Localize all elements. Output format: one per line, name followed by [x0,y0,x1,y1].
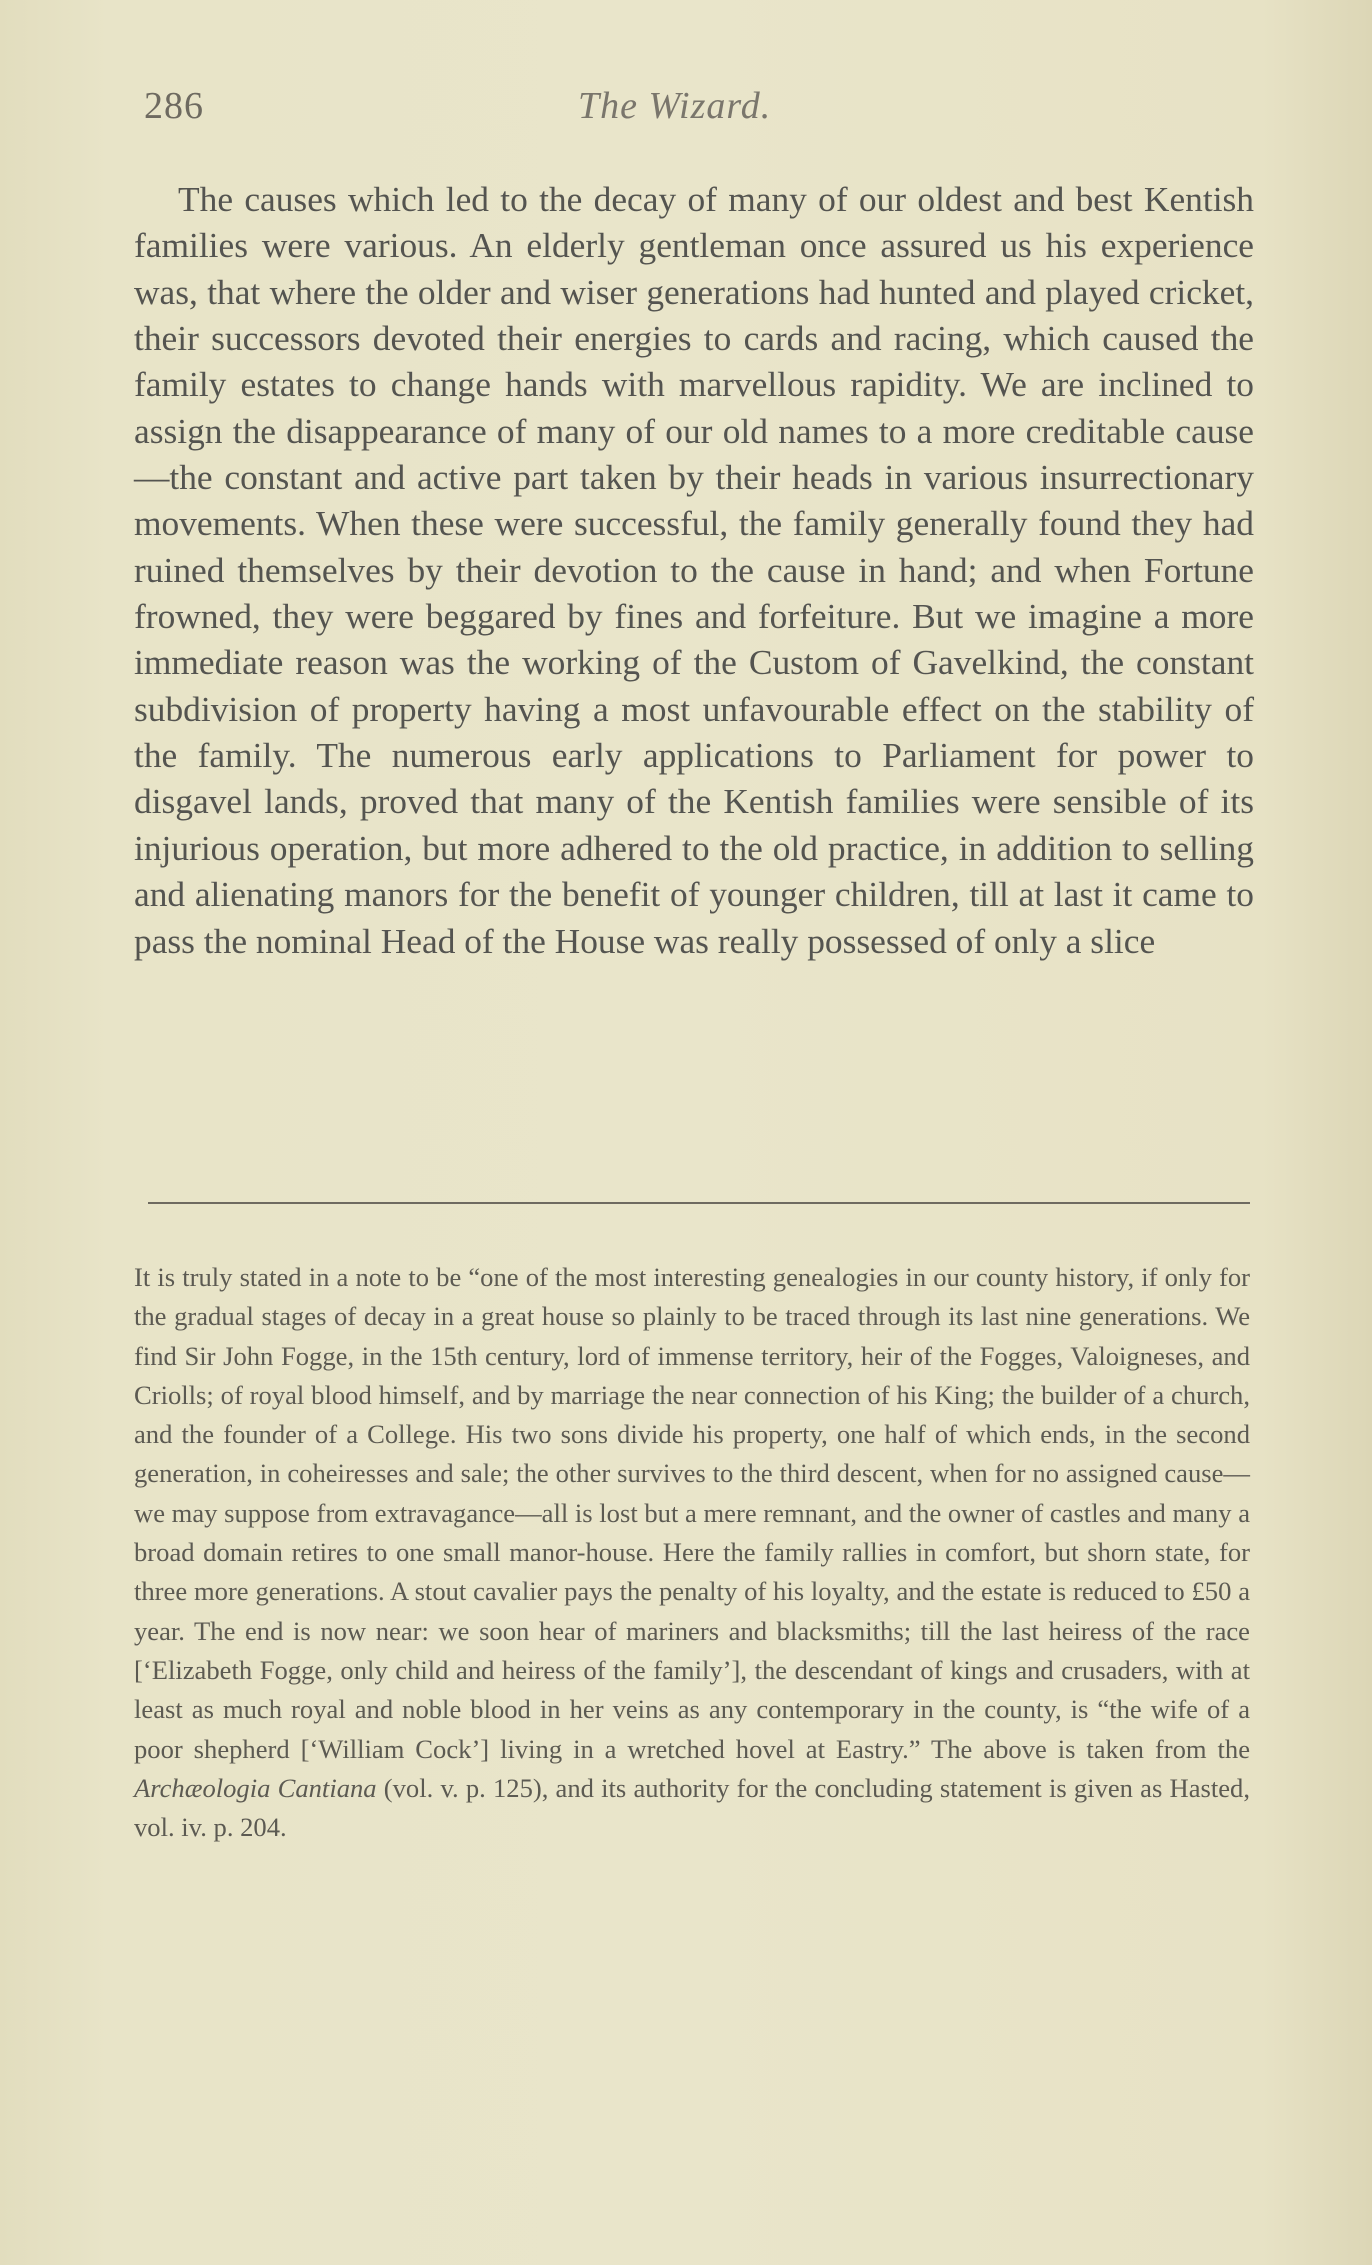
page-number: 286 [144,85,204,127]
footnote-source-title: Archæologia Cantiana [134,1772,377,1803]
footnote-text-after: (vol. v. p. 125), and its authority for the concluding statement is given as Hasted, vol. iv. p. 204. [134,1772,1250,1843]
page-header [134,84,1254,144]
footnote [134,1258,1250,1847]
body-paragraph: The causes which led to the decay of many of our oldest and best Kentish families were various. An elderly gentleman once assured us his experience was, that where the older and wiser generations had hunted and played cricket, their successors devoted their energies to cards and racing, which caused the family estates to change hands with marvellous rapidity. We are inclined to assign the disappearance of many of our old names to a more creditable cause—the constant and active part taken by their heads in various insurrectionary movements. When these were successful, the family generally found they had ruined themselves by their devotion to the cause in hand; and when Fortune frowned, they were beggared by fines and forfeiture. But we imagine a more immediate reason was the working of the Custom of Gavelkind, the constant subdivision of property having a most unfavourable effect on the stability of the family. The numerous early applications to Parliament for power to disgavel lands, proved that many of the Kentish families were sensible of its injurious operation, but more adhered to the old practice, in addition to selling and alienating manors for the benefit of younger children, till at last it came to pass the nominal Head of the House was really possessed of only a slice [134,179,1254,961]
footnote-divider [148,1202,1250,1204]
footnote-text-before: It is truly stated in a note to be “one of the most interesting genealogies in our county history, if only for the gradual stages of decay in a great house so plainly to be traced through its last nine generations. We find Sir John Fogge, in the 15th century, lord of immense territory, heir of the Fogges, Valoigneses, and Criolls; of royal blood himself, and by marriage the near connection of his King; the builder of a church, and the founder of a College. His two sons divide his property, one half of which ends, in the second generation, in coheiresses and sale; the other survives to the third descent, when for no assigned cause—we may suppose from extravagance—all is lost but a mere remnant, and the owner of castles and many a broad domain retires to one small manor-house. Here the family rallies in comfort, but shorn state, for three more generations. A stout cavalier pays the penalty of his loyalty, and the estate is reduced to £50 a year. The end is now near: we soon hear of mariners and blacksmiths; till the last heiress of the race [‘Elizabeth Fogge, only child and heiress of the family’], the descendant of kings and crusaders, with at least as much royal and noble blood in her veins as any contemporary in the county, is “the wife of a poor shepherd [‘William Cock’] living in a wretched hovel at Eastry.” The above is taken from the [134,1262,1250,1764]
running-title: The Wizard. [578,85,772,127]
